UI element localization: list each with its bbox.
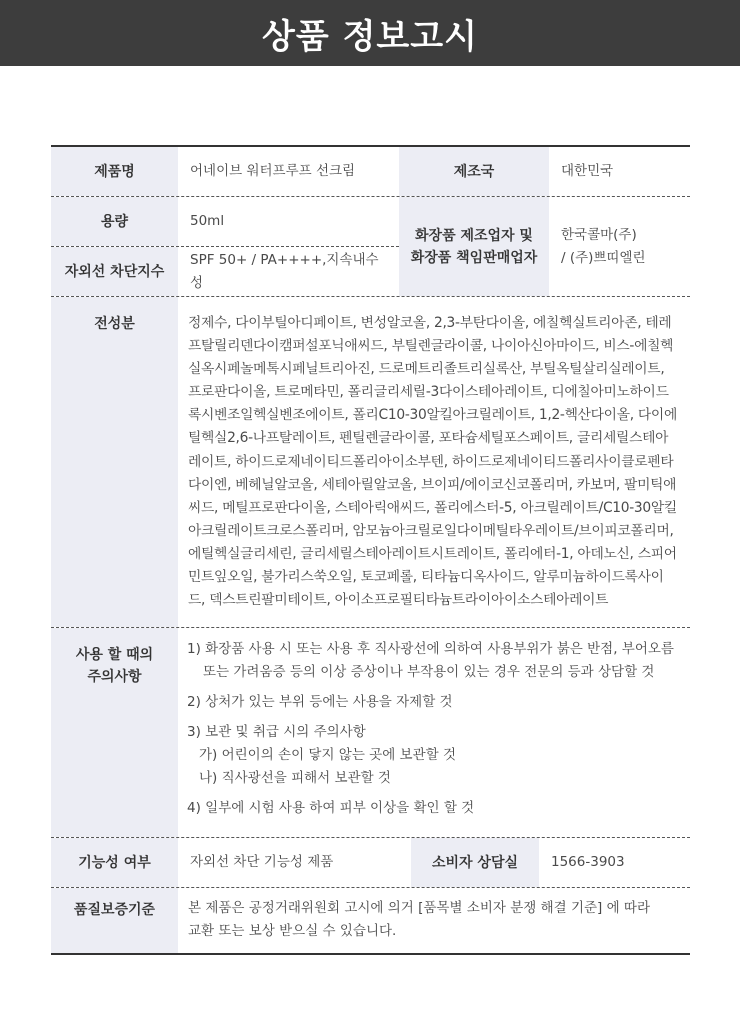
manufacturer-line2: / (주)쁘띠엘린 (561, 249, 646, 266)
caution-item-1 (187, 638, 680, 684)
caution-3b: 나) 직사광선을 피해서 보관할 것 (199, 770, 391, 786)
caution-list (178, 628, 690, 837)
caution-item-4: 4) 일부에 시험 사용 하여 피부 이상을 확인 할 것 (187, 800, 475, 816)
caution-3a: 가) 어린이의 손이 닿지 않는 곳에 보관할 것 (199, 747, 457, 763)
caution-1a: 1) 화장품 사용 시 또는 사용 후 직사광선에 의하여 사용부위가 붉은 반점, 부어오름 (187, 641, 674, 657)
table-row (51, 838, 690, 888)
quality-value (178, 888, 690, 953)
manufacturer-label-line2: 화장품 책임판매업자 (410, 249, 538, 266)
manufacturer-value (549, 197, 690, 296)
page-header (0, 0, 740, 66)
ingredients-label: 전성분 (51, 297, 178, 627)
manufacturer-line1: 한국콜마(주) (561, 226, 637, 243)
table-row (51, 888, 690, 953)
quality-line2: 교환 또는 보상 받으실 수 있습니다. (188, 923, 397, 939)
table-row (51, 197, 690, 297)
caution-label (51, 628, 178, 837)
spf-row (51, 246, 399, 296)
volume-spf-group (51, 197, 399, 296)
ingredients-value: 정제수, 다이부틸아디페이트, 변성알코올, 2,3-부탄다이올, 에칠헥실트리아존, 테레프탈릴리덴다이캠퍼설포닉애씨드, 부틸렌글라이콜, 나이아신아마이드, 비스-에칠헥실옥시페놀메톡시페닐트리아진, 드로메트리졸트리실록산, 부틸옥틸살리실레이트, 프로판다이올, 트로메타민, 폴리글리세릴-3다이스테아레이트, 디에칠아미노하이드록시벤조일헥실벤조에이트, 폴리C10-30알킬아크릴레이트, 1,2-헥산다이올, 다이에틸헥실2,6-나프탈레이트, 펜틸렌글라이콜, 포타슘세틸포스페이트, 글리세릴스테아레이트, 하이드로제네이티드폴리아이소부텐, 하이드로제네이티드폴리사이클로펜타다이엔, 베헤닐알코올, 세테아릴알코올, 브이피/에이코신코폴리머, 카보머, 팔미틱애씨드, 메틸프로판다이올, 스테아릭애씨드, 폴리에스터-5, 아크릴레이트/C10-30알킬아크릴레이트크로스폴리머, 암모늄아크릴로일다이메틸타우레이트/브이피코폴리머, 에틸헥실글리세린, 글리세릴스테아레이트시트레이트, 폴리에터-1, 아데노신, 스피어민트잎오일, 불가리스쑥오일, 토코페롤, 티타늄디옥사이드, 알루미늄하이드록사이드, 덱스트린팔미테이트, 아이소프로필티타늄트라이아이소스테아레이트 (188, 315, 677, 609)
caution-label-line2: 주의사항 (87, 669, 142, 685)
page-title: 상품 정보고시 (262, 16, 478, 57)
product-info-table (51, 145, 690, 955)
function-label: 기능성 여부 (51, 838, 178, 887)
country-label: 제조국 (399, 147, 549, 196)
spf-value: SPF 50+ / PA++++,지속내수성 (190, 251, 379, 291)
table-row (51, 297, 690, 628)
caution-1b: 또는 가려움증 등의 이상 증상이나 부작용이 있는 경우 전문의 등과 상담할 것 (203, 664, 655, 680)
table-row (51, 147, 690, 197)
consumer-label: 소비자 상담실 (411, 838, 539, 887)
consumer-phone: 1566-3903 (551, 854, 625, 870)
manufacturer-label (399, 197, 549, 296)
volume-label: 용량 (51, 197, 178, 246)
product-name-value: 어네이브 워터프루프 선크림 (190, 163, 356, 179)
volume-value: 50ml (190, 213, 225, 229)
spf-label: 자외선 차단지수 (51, 247, 178, 296)
function-value: 자외선 차단 기능성 제품 (190, 854, 334, 870)
manufacturer-label-line1: 화장품 제조업자 및 (415, 227, 533, 244)
caution-label-line1: 사용 할 때의 (75, 647, 154, 663)
quality-line1: 본 제품은 공정거래위원회 고시에 의거 [품목별 소비자 분쟁 해결 기준] 에 따라 (188, 900, 651, 916)
quality-label: 품질보증기준 (51, 888, 178, 953)
volume-row (51, 197, 399, 246)
caution-item-2: 2) 상처가 있는 부위 등에는 사용을 자제할 것 (187, 694, 453, 710)
caution-item-3 (187, 721, 680, 790)
country-value: 대한민국 (561, 163, 614, 179)
caution-3: 3) 보관 및 취급 시의 주의사항 (187, 724, 366, 740)
table-row (51, 628, 690, 838)
product-name-label: 제품명 (51, 147, 178, 196)
